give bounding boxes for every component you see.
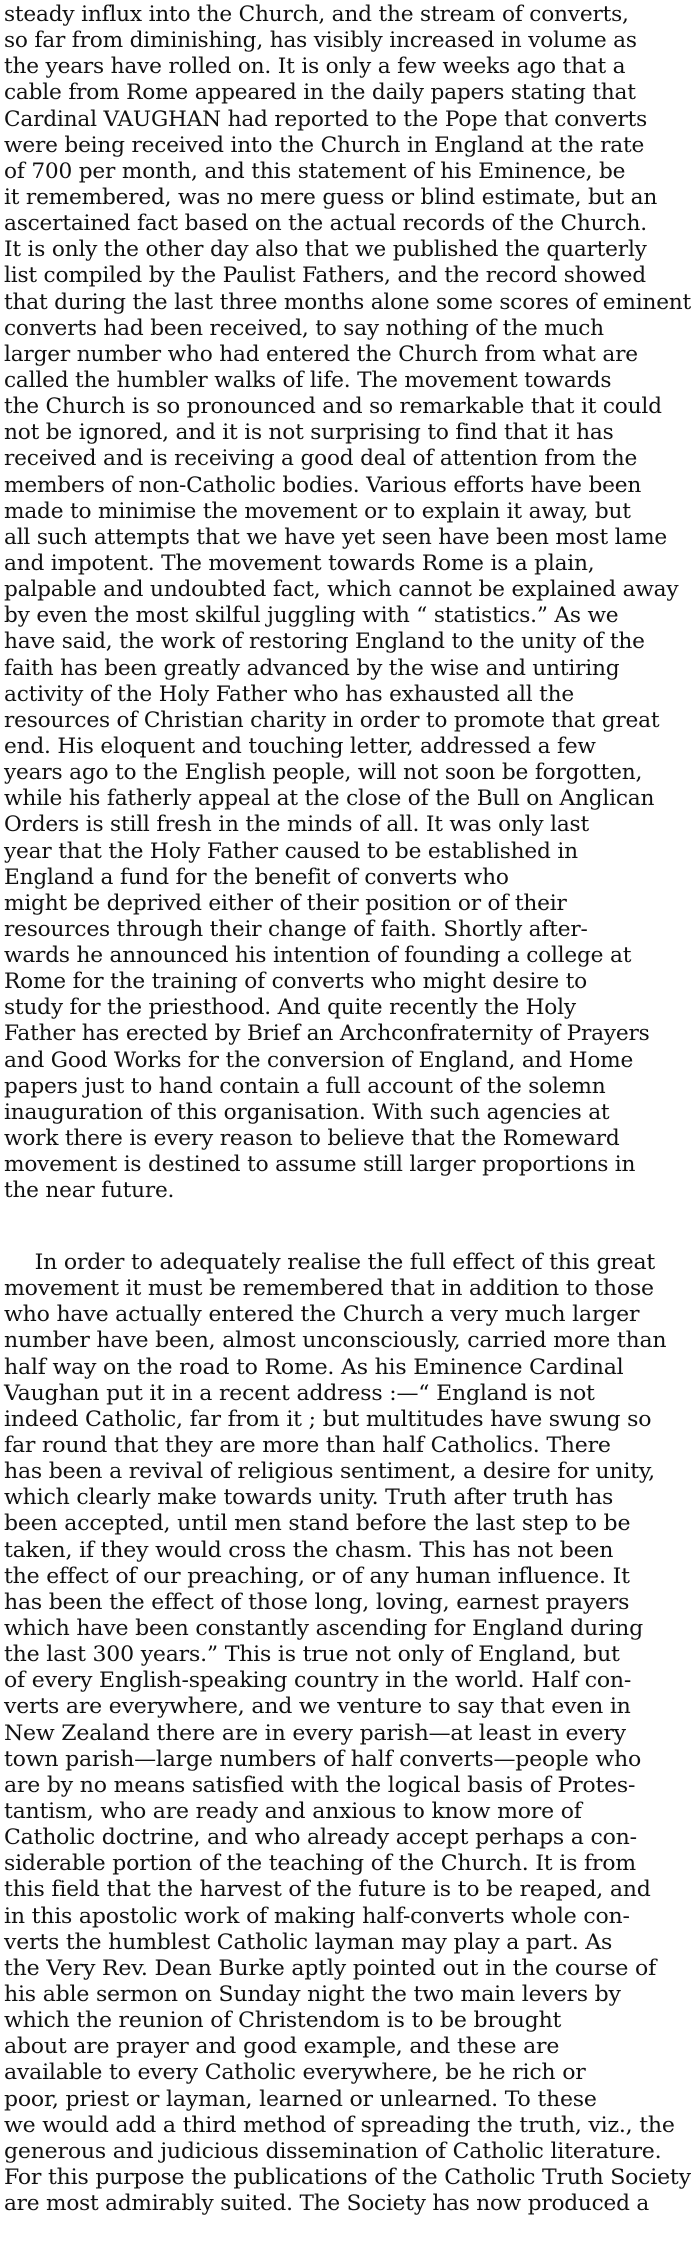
text-line: has been a revival of religious sentiment, a desire for unity, <box>4 1459 655 1485</box>
text-line: generous and judicious dissemination of Catholic literature. <box>4 2138 662 2164</box>
text-line: all such attempts that we have yet seen have been most lame <box>4 524 668 550</box>
text-line: of every English-speaking country in the world. Half con- <box>4 1668 632 1694</box>
text-line: poor, priest or layman, learned or unlearned. To these <box>4 2086 597 2112</box>
text-line: were being received into the Church in England at the rate <box>4 132 645 158</box>
text-line: the years have rolled on. It is only a few weeks ago that a <box>4 54 626 80</box>
text-line: work there is every reason to believe that the Romeward <box>4 1126 620 1152</box>
text-line: activity of the Holy Father who has exhausted all the <box>4 681 575 707</box>
text-line: of 700 per month, and this statement of his Eminence, be <box>4 158 626 184</box>
article-paragraph-2 <box>0 1250 691 2217</box>
text-line: town parish—large numbers of half converts—people who <box>4 1746 642 1772</box>
text-line: larger number who had entered the Church from what are <box>4 341 638 367</box>
text-line: England a fund for the benefit of converts who <box>4 864 509 890</box>
text-line: ascertained fact based on the actual records of the Church. <box>4 211 647 237</box>
text-line: For this purpose the publications of the Catholic Truth Society <box>4 2164 691 2190</box>
text-line: resources through their change of faith. Shortly after- <box>4 916 588 942</box>
text-line: the effect of our preaching, or of any human influence. It <box>4 1563 630 1589</box>
text-line: Rome for the training of converts who might desire to <box>4 969 587 995</box>
text-line: who have actually entered the Church a very much larger <box>4 1302 640 1328</box>
text-line: we would add a third method of spreading the truth, viz., the <box>4 2112 675 2138</box>
article-paragraph-1 <box>0 2 695 1204</box>
text-line: and Good Works for the conversion of England, and Home <box>4 1047 634 1073</box>
text-line: that during the last three months alone some scores of eminent <box>4 289 692 315</box>
text-line: members of non-Catholic bodies. Various efforts have been <box>4 472 642 498</box>
text-line: palpable and undoubted fact, which cannot be explained away <box>4 577 679 603</box>
text-line: Catholic doctrine, and who already accept perhaps a con- <box>4 1825 637 1851</box>
text-line: faith has been greatly advanced by the wise and untiring <box>4 655 620 681</box>
text-line: it remembered, was no mere guess or blind estimate, but an <box>4 184 658 210</box>
text-line: so far from diminishing, has visibly increased in volume as <box>4 28 637 54</box>
text-line: available to every Catholic everywhere, be he rich or <box>4 2060 586 2086</box>
text-line: study for the priesthood. And quite recently the Holy <box>4 995 576 1021</box>
text-line: Vaughan put it in a recent address :—“ England is not <box>4 1380 595 1406</box>
text-line: tantism, who are ready and anxious to know more of <box>4 1798 582 1824</box>
text-line: movement is destined to assume still larger proportions in <box>4 1152 636 1178</box>
text-line: wards he announced his intention of founding a college at <box>4 943 632 969</box>
text-line: indeed Catholic, far from it ; but multitudes have swung so <box>4 1406 652 1432</box>
text-line: the Very Rev. Dean Burke aptly pointed out in the course of <box>4 1955 657 1981</box>
text-line: his able sermon on Sunday night the two main levers by <box>4 1981 621 2007</box>
text-line: have said, the work of restoring England to the unity of the <box>4 629 645 655</box>
text-line: siderable portion of the teaching of the Church. It is from <box>4 1851 636 1877</box>
text-line: taken, if they would cross the chasm. This has not been <box>4 1537 614 1563</box>
text-line: steady influx into the Church, and the stream of converts, <box>4 2 629 27</box>
text-line: verts are everywhere, and we venture to say that even in <box>4 1694 631 1720</box>
text-line: Cardinal VAUGHAN had reported to the Pope that converts <box>4 106 648 132</box>
text-line: years ago to the English people, will not soon be forgotten, <box>4 760 643 786</box>
text-line: converts had been received, to say nothing of the much <box>4 315 604 341</box>
text-line: which the reunion of Christendom is to be brought <box>4 2008 562 2034</box>
text-line: which clearly make towards unity. Truth after truth has <box>4 1485 614 1511</box>
text-line: Father has erected by Brief an Archconfraternity of Prayers <box>4 1021 650 1047</box>
text-line: and impotent. The movement towards Rome is a plain, <box>4 550 595 576</box>
text-line: number have been, almost unconsciously, carried more than <box>4 1328 667 1354</box>
text-line: are most admirably suited. The Society has now produced a <box>4 2191 650 2217</box>
text-line: papers just to hand contain a full account of the solemn <box>4 1073 606 1099</box>
text-line: movement it must be remembered that in addition to those <box>4 1276 654 1302</box>
text-line: New Zealand there are in every parish—at least in every <box>4 1720 626 1746</box>
text-line: which have been constantly ascending for England during <box>4 1615 644 1641</box>
text-line: called the humbler walks of life. The movement towards <box>4 367 612 393</box>
text-line: It is only the other day also that we published the quarterly <box>4 237 647 263</box>
text-line: cable from Rome appeared in the daily papers stating that <box>4 80 636 106</box>
text-line: list compiled by the Paulist Fathers, and the record showed <box>4 263 646 289</box>
text-line: half way on the road to Rome. As his Eminence Cardinal <box>4 1354 624 1380</box>
text-line: Orders is still fresh in the minds of all. It was only last <box>4 812 589 838</box>
text-line: resources of Christian charity in order to promote that great <box>4 707 660 733</box>
text-line: in this apostolic work of making half-converts whole con- <box>4 1903 630 1929</box>
text-line: the near future. <box>4 1178 175 1204</box>
text-line: by even the most skilful juggling with “ statistics.” As we <box>4 603 619 629</box>
text-line: far round that they are more than half Catholics. There <box>4 1432 611 1458</box>
text-line: this field that the harvest of the future is to be reaped, and <box>4 1877 651 1903</box>
text-line: end. His eloquent and touching letter, addressed a few <box>4 733 596 759</box>
text-line: been accepted, until men stand before the last step to be <box>4 1511 631 1537</box>
text-line: not be ignored, and it is not surprising to find that it has <box>4 420 614 446</box>
text-line: the last 300 years.” This is true not only of England, but <box>4 1642 620 1668</box>
text-line: the Church is so pronounced and so remarkable that it could <box>4 394 662 420</box>
text-line: verts the humblest Catholic layman may play a part. As <box>4 1929 613 1955</box>
text-line: year that the Holy Father caused to be established in <box>4 838 578 864</box>
text-line: made to minimise the movement or to explain it away, but <box>4 498 631 524</box>
text-line: inauguration of this organisation. With such agencies at <box>4 1099 610 1125</box>
text-line: might be deprived either of their position or of their <box>4 890 567 916</box>
text-line: while his fatherly appeal at the close of the Bull on Anglican <box>4 786 655 812</box>
text-line: has been the effect of those long, loving, earnest prayers <box>4 1589 630 1615</box>
text-line: received and is receiving a good deal of attention from the <box>4 446 638 472</box>
text-line: about are prayer and good example, and these are <box>4 2034 560 2060</box>
text-line: are by no means satisfied with the logical basis of Protes- <box>4 1772 636 1798</box>
text-line: In order to adequately realise the full effect of this great <box>34 1250 656 1275</box>
